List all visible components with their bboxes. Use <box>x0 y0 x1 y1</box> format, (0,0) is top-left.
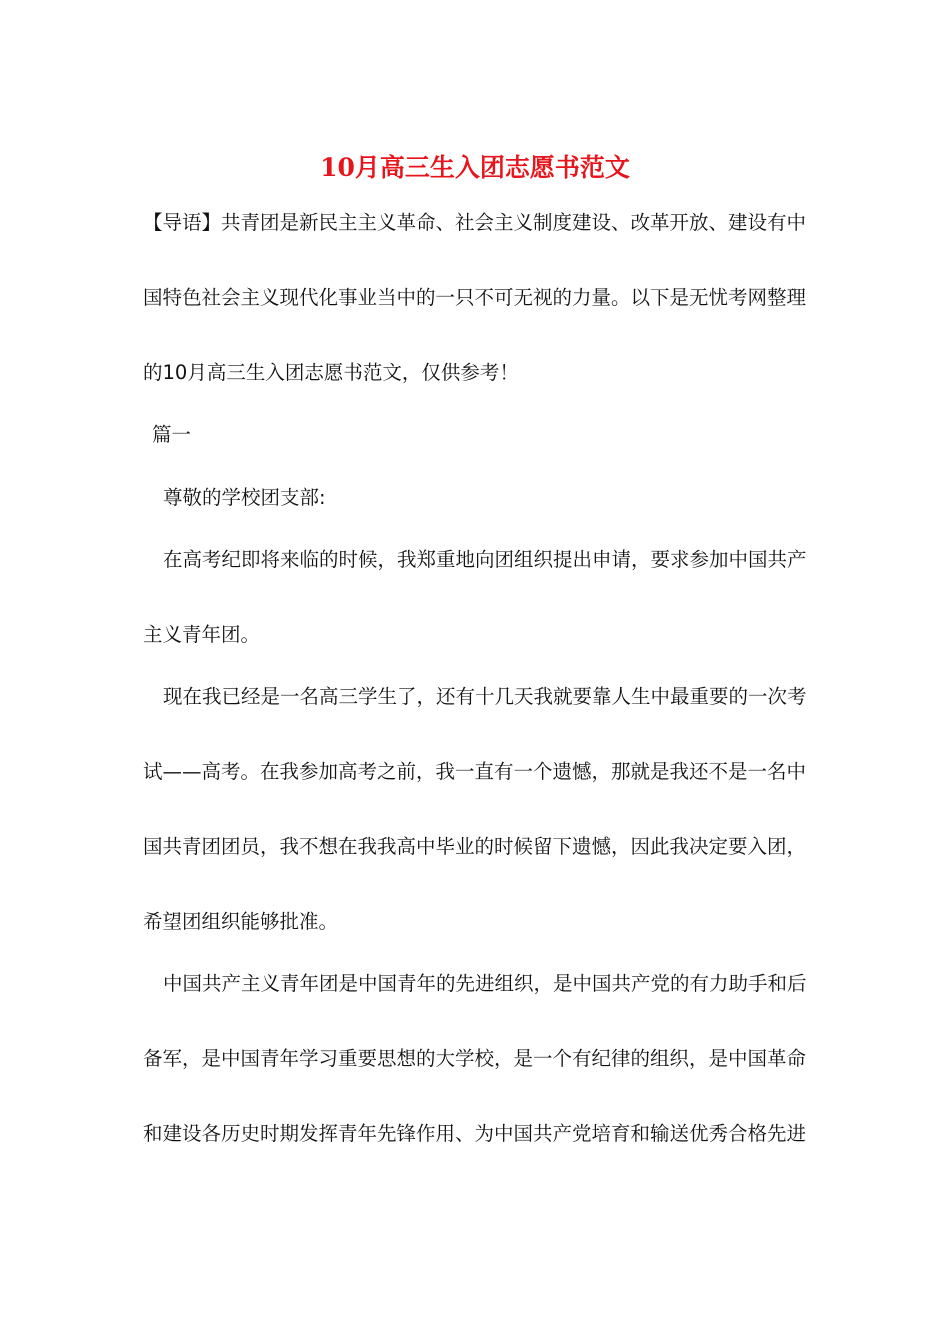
salutation: 尊敬的学校团支部: <box>163 486 326 509</box>
paragraph-line: 和建设各历史时期发挥青年先锋作用、为中国共产党培育和输送优秀合格先进 <box>143 1122 807 1145</box>
paragraph-line: 现在我已经是一名高三学生了，还有十几天我就要靠人生中最重要的一次考 <box>163 685 807 708</box>
paragraph-line: 中国共产主义青年团是中国青年的先进组织，是中国共产党的有力助手和后 <box>163 972 807 995</box>
paragraph-line: 在高考纪即将来临的时候，我郑重地向团组织提出申请，要求参加中国共产 <box>163 548 807 571</box>
paragraph-line: 主义青年团。 <box>143 623 261 646</box>
paragraph-line: 备军，是中国青年学习重要思想的大学校，是一个有纪律的组织，是中国革命 <box>143 1047 807 1070</box>
paragraph-line: 希望团组织能够批准。 <box>143 910 339 933</box>
intro-line-3: 的10月高三生入团志愿书范文，仅供参考！ <box>143 361 519 384</box>
paragraph-line: 国共青团团员，我不想在我我高中毕业的时候留下遗憾，因此我决定要入团， <box>143 835 807 858</box>
intro-line-2: 国特色社会主义现代化事业当中的一只不可无视的力量。以下是无忧考网整理 <box>143 286 807 309</box>
paragraph-line: 试——高考。在我参加高考之前，我一直有一个遗憾，那就是我还不是一名中 <box>143 760 807 783</box>
document-title: 10月高三生入团志愿书范文 <box>320 153 630 182</box>
section-heading: 篇一 <box>152 423 192 446</box>
intro-line-1: 【导语】共青团是新民主主义革命、社会主义制度建设、改革开放、建设有中 <box>143 211 807 234</box>
